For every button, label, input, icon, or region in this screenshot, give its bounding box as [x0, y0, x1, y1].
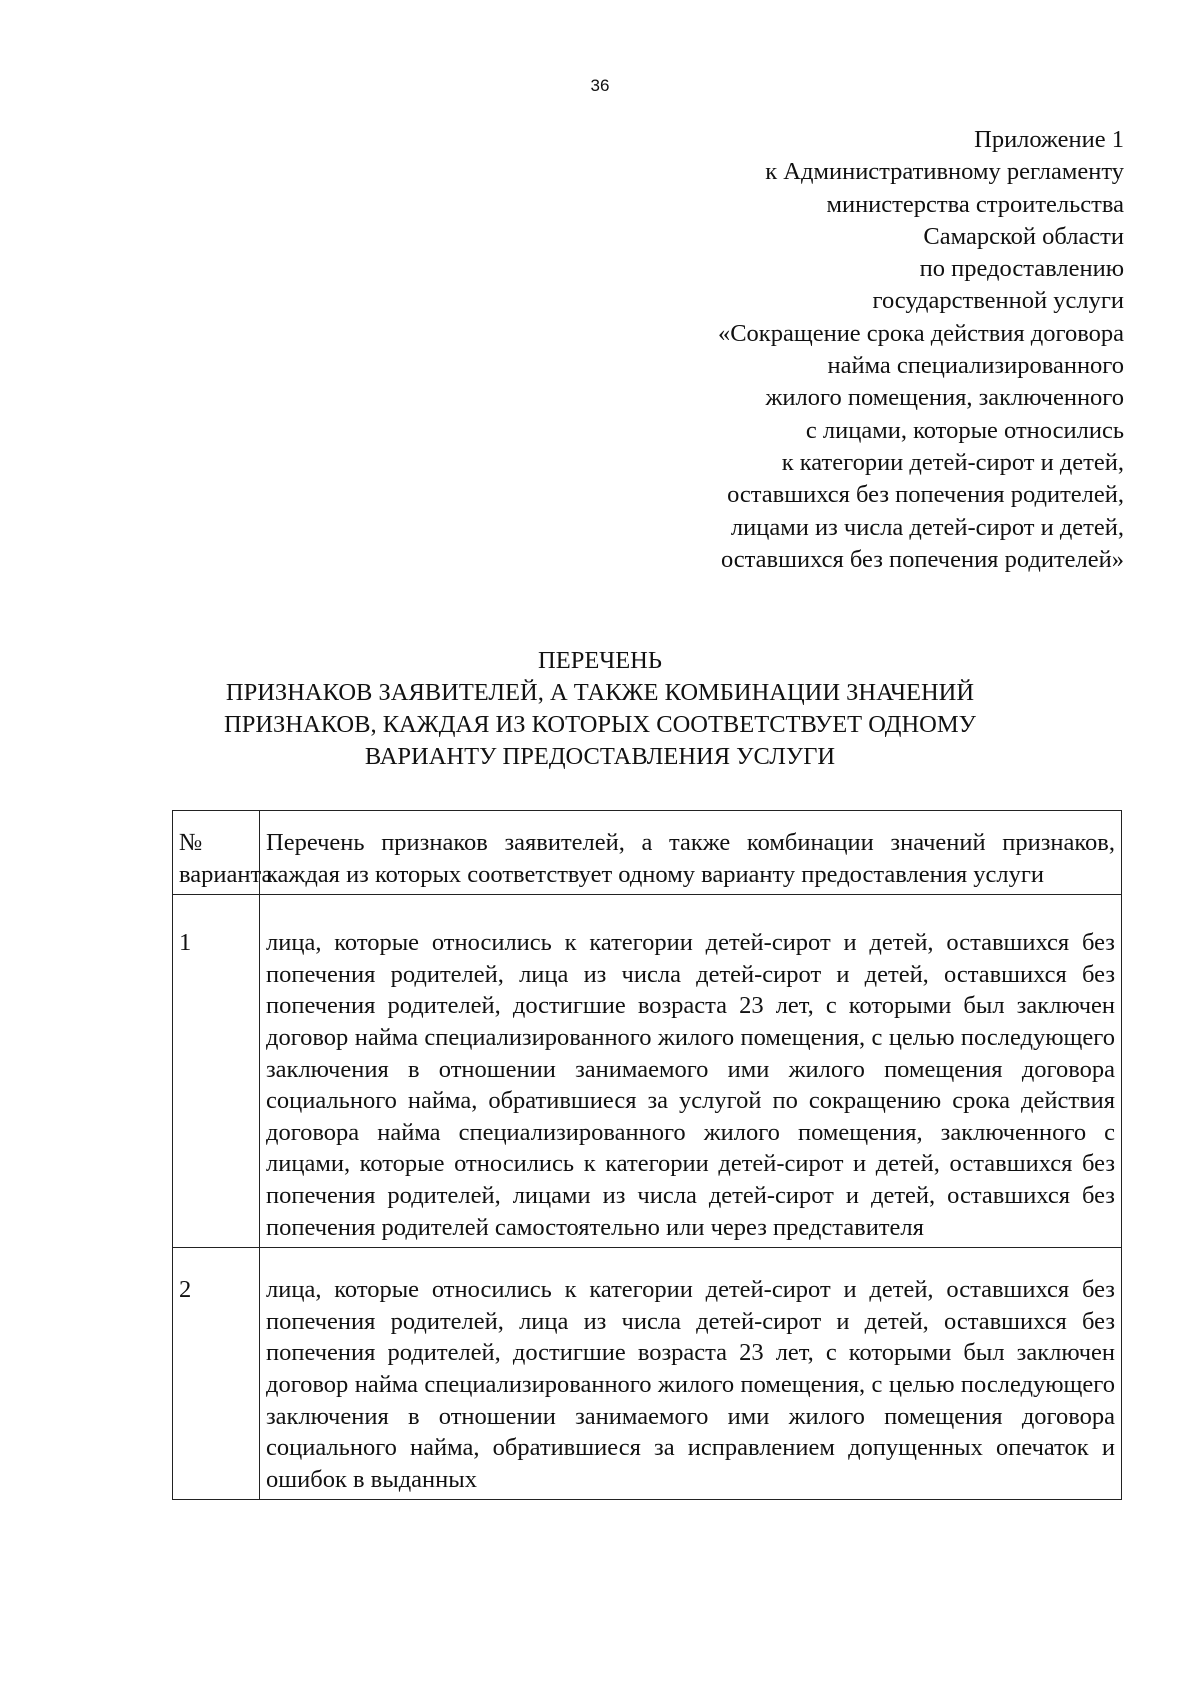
appendix-line: по предоставлению [919, 255, 1124, 283]
variant-criteria-cell [260, 895, 1122, 1248]
document-title [0, 645, 1200, 773]
title-line: ВАРИАНТУ ПРЕДОСТАВЛЕНИЯ УСЛУГИ [364, 743, 836, 770]
page-number: 36 [590, 76, 610, 95]
appendix-line: к Административному регламенту [765, 158, 1124, 186]
variant-number-cell [173, 895, 260, 1248]
variant-criteria-text: лица, которые относились к категории детей-сирот и детей, оставшихся без попечения родителей, лица из числа детей-сирот и детей, оставшихся без попечения родителей, достигшие возраста 23 лет, с которыми был заключен договор найма специализированного жилого помещения, с целью последующего заключения в отношении занимаемого ими жилого помещения договора социального найма, обратившиеся за услугой по сокращению срока действия договора найма специализированного жилого помещения, заключенного с лицами, которые относились к категории детей-сирот и детей, оставшихся без попечения родителей, лицами из числа детей-сирот и детей, оставшихся без попечения родителей самостоятельно или через представителя [266, 929, 1115, 1241]
appendix-line: найма специализированного [827, 352, 1124, 380]
appendix-header [364, 124, 1124, 576]
criteria-table [172, 810, 1122, 1500]
header-variant-number [173, 811, 273, 895]
table-header-row [173, 811, 1122, 895]
variant-criteria-text: лица, которые относились к категории детей-сирот и детей, оставшихся без попечения родителей, лица из числа детей-сирот и детей, оставшихся без попечения родителей, достигшие возраста 23 лет, с которыми был заключен договор найма специализированного жилого помещения, с целью последующего заключения в отношении занимаемого ими жилого помещения договора социального найма, обратившиеся за исправлением допущенных опечаток и ошибок в выданных [266, 1276, 1115, 1493]
header-criteria-list-label: Перечень признаков заявителей, а также комбинации значений признаков, каждая из которых соответствует одному варианту предоставления услуги [266, 829, 1115, 888]
variant-number: 2 [179, 1276, 192, 1304]
title-line: ПЕРЕЧЕНЬ [538, 647, 662, 674]
header-variant-number-label: № варианта [179, 829, 273, 888]
table-row [173, 1248, 1122, 1500]
appendix-line: с лицами, которые относились [805, 416, 1124, 444]
appendix-line: Приложение 1 [974, 126, 1124, 153]
appendix-line: к категории детей-сирот и детей, [781, 448, 1124, 476]
appendix-line: министерства строительства [826, 190, 1124, 218]
appendix-line: «Сокращение срока действия договора [717, 319, 1124, 347]
appendix-line: оставшихся без попечения родителей, [727, 481, 1124, 509]
appendix-line: лицами из числа детей-сирот и детей, [730, 513, 1124, 541]
appendix-line: Самарской области [923, 222, 1124, 250]
appendix-line: жилого помещения, заключенного [765, 384, 1124, 412]
variant-criteria-cell [260, 1248, 1122, 1500]
table-row [173, 895, 1122, 1248]
title-line: ПРИЗНАКОВ, КАЖДАЯ ИЗ КОТОРЫХ СООТВЕТСТВУЕТ ОДНОМУ [224, 711, 976, 738]
title-line: ПРИЗНАКОВ ЗАЯВИТЕЛЕЙ, А ТАКЖЕ КОМБИНАЦИИ ЗНАЧЕНИЙ [225, 679, 975, 706]
appendix-line: оставшихся без попечения родителей» [720, 545, 1124, 573]
variant-number-cell [173, 1248, 260, 1500]
header-criteria-list [260, 811, 1122, 895]
variant-number: 1 [179, 929, 192, 957]
appendix-line: государственной услуги [872, 287, 1124, 315]
